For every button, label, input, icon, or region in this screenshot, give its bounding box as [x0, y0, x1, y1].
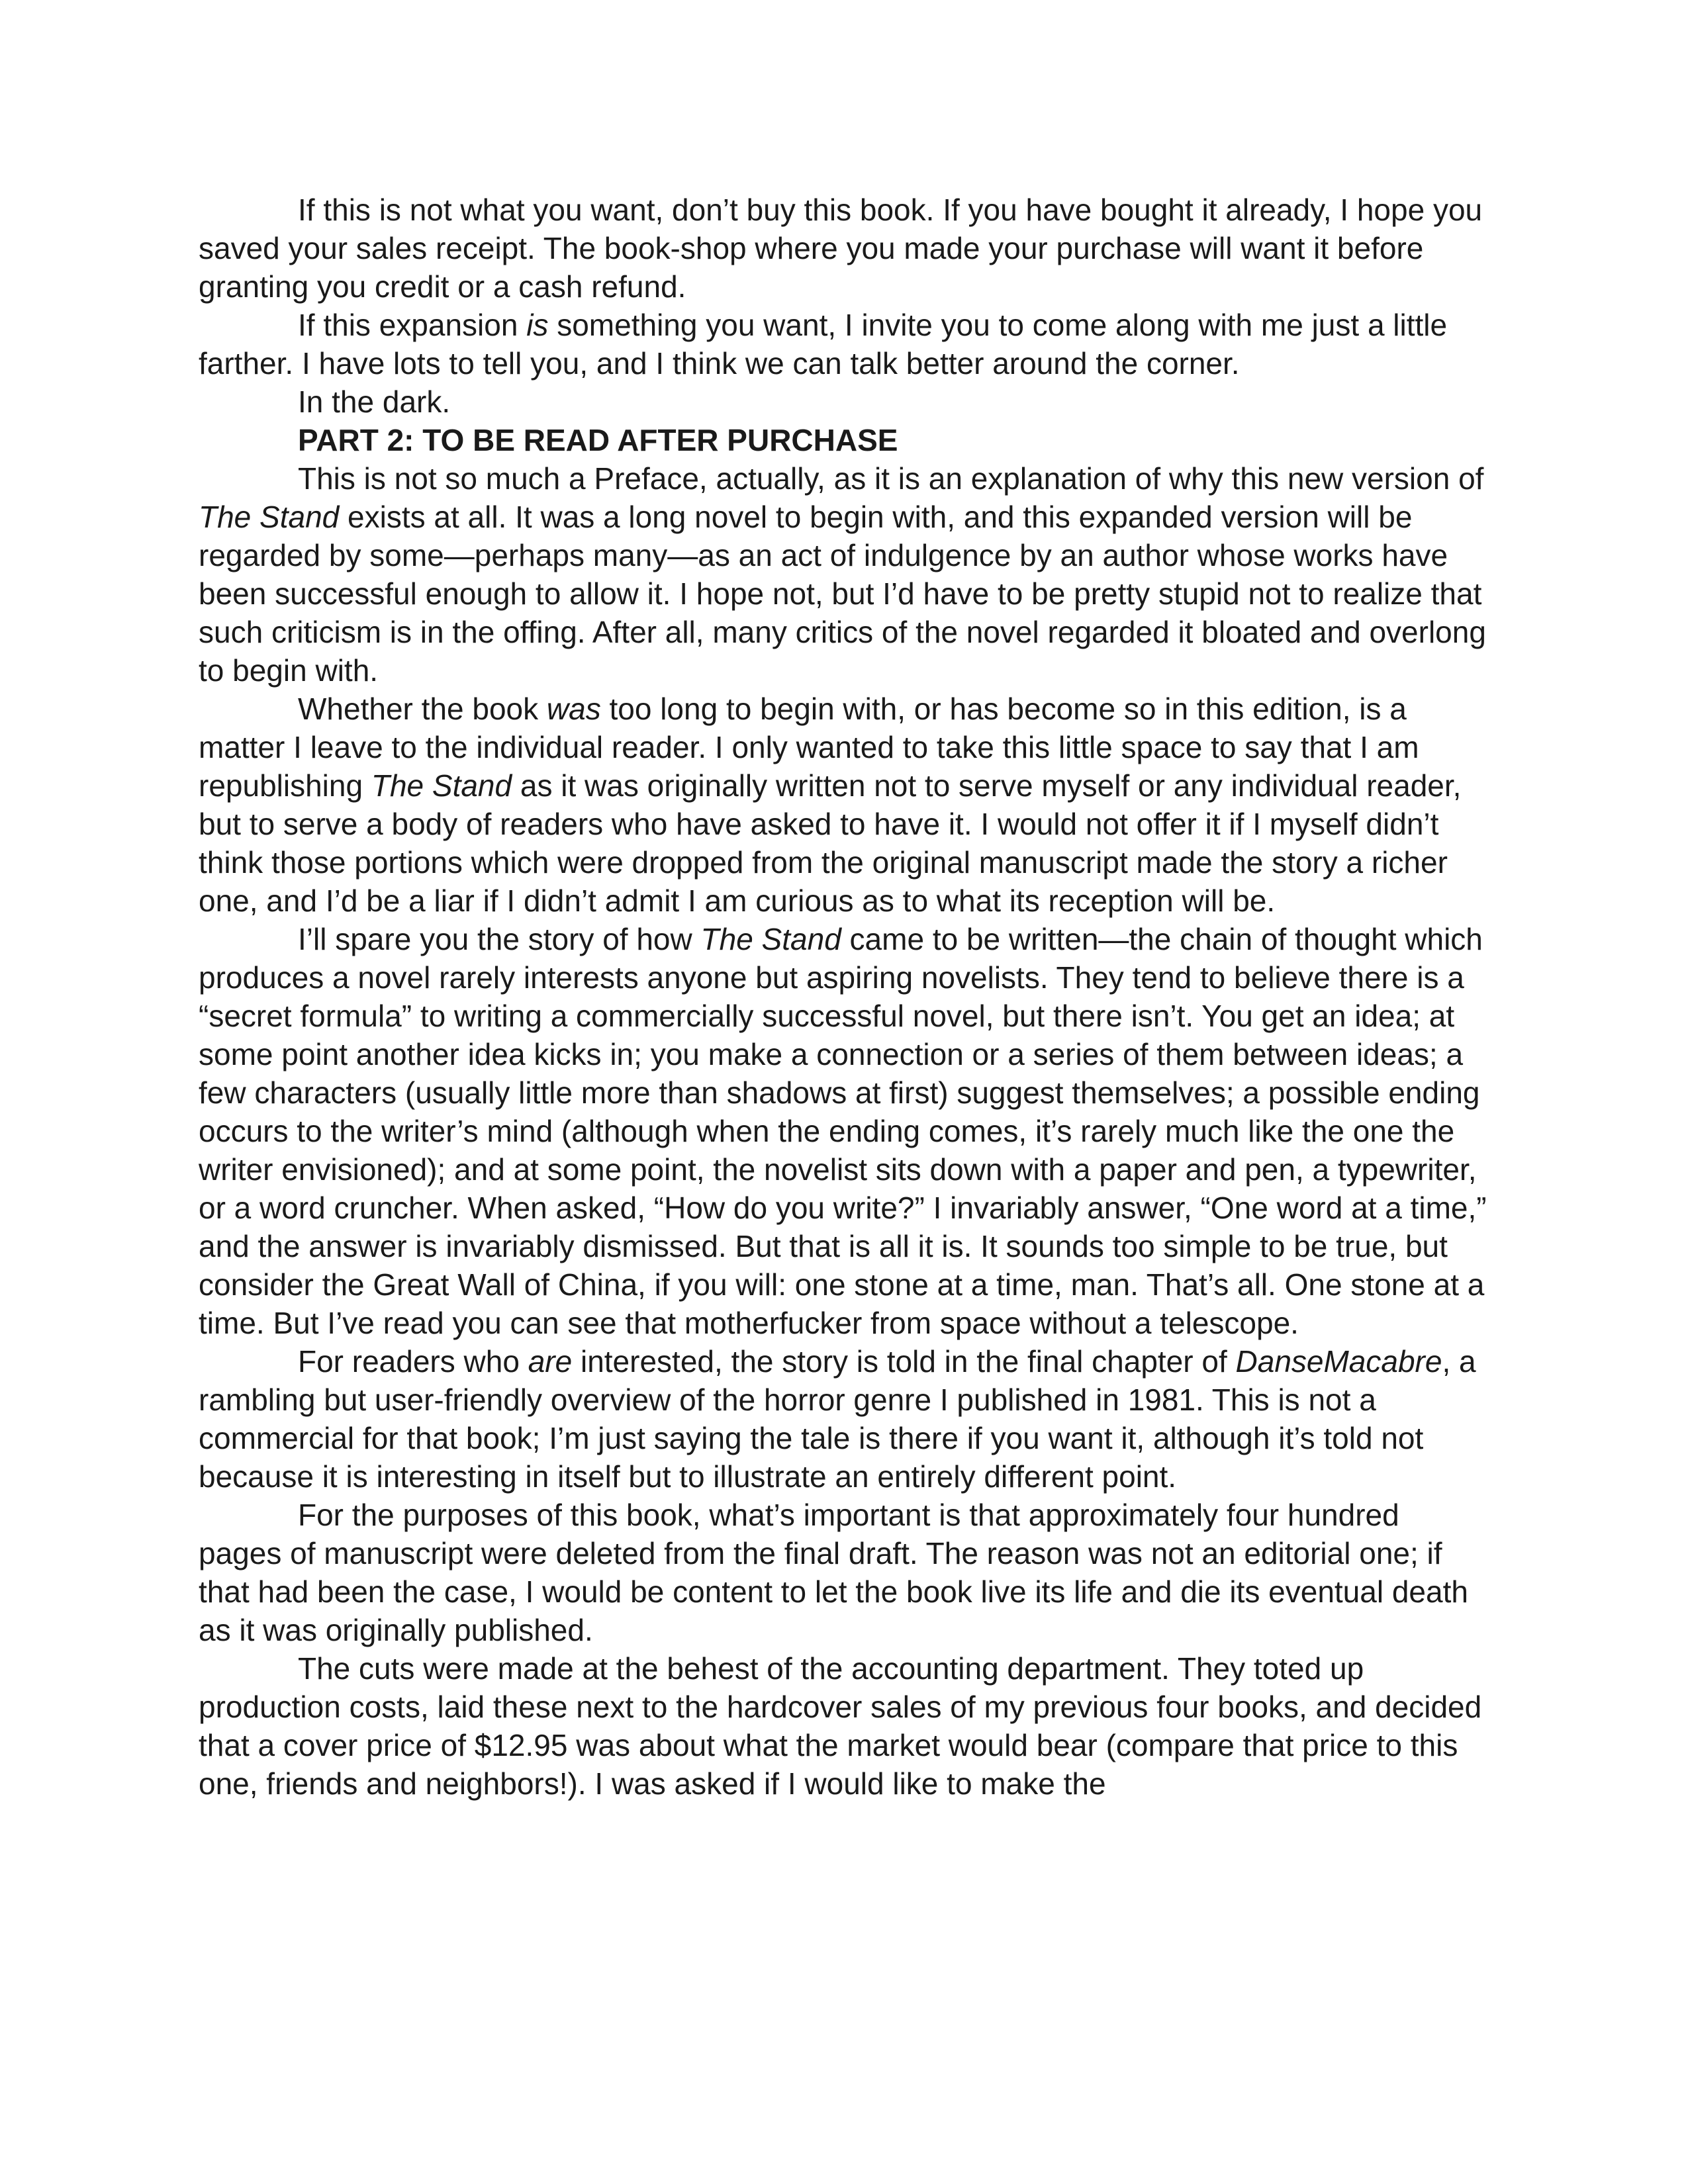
paragraph-3-text: In the dark. — [298, 385, 451, 419]
paragraph-8 — [199, 1496, 1489, 1649]
paragraph-5-text-c: as it was originally written not to serve myself or any individual reader, but to serve a body of readers who have asked to have it. I would not offer it if I myself didn’t think those portions which were dropped from the original manuscript made the story a richer one, and I’d be a liar if I didn’t admit I am curious as to what its reception will be. — [199, 768, 1462, 918]
paragraph-5 — [199, 690, 1489, 920]
paragraph-4-text-b: exists at all. It was a long novel to begin with, and this expanded version will be regarded by some—perhaps many—as an act of indulgence by an author whose works have been successful enough to allow it. I hope not, but I’d have to be pretty stupid not to realize that such criticism is in the offing. After all, many critics of the novel regarded it bloated and overlong to begin with. — [199, 500, 1486, 688]
paragraph-7-title-emphasis: DanseMacabre — [1235, 1344, 1442, 1379]
paragraph-6-title-emphasis: The Stand — [700, 922, 841, 956]
paragraph-9-text: The cuts were made at the behest of the accounting department. They toted up production costs, laid these next to the hardcover sales of my previous four books, and decided that a cover price of $12.95 was about what the market would bear (compare that price to this one, friends and neighbors!). I was asked if I would like to make the — [199, 1651, 1482, 1801]
paragraph-7-text-a: For readers who — [298, 1344, 528, 1379]
paragraph-7 — [199, 1342, 1489, 1496]
paragraph-8-text: For the purposes of this book, what’s important is that approximately four hundred pages of manuscript were deleted from the final draft. The reason was not an editorial one; if that had been the case, I would be content to let the book live its life and die its eventual death as it was originally published. — [199, 1498, 1468, 1647]
paragraph-7-emphasis-1: are — [528, 1344, 573, 1379]
paragraph-9 — [199, 1649, 1489, 1803]
paragraph-6-text-b: came to be written—the chain of thought which produces a novel rarely interests anyone but aspiring novelists. They tend to believe there is a “secret formula” to writing a commercially successful novel, but there isn’t. You get an idea; at some point another idea kicks in; you make a connection or a series of them between ideas; a few characters (usually little more than shadows at first) suggest themselves; a possible ending occurs to the writer’s mind (although when the ending comes, it’s rarely much like the one the writer envisioned); and at some point, the novelist sits down with a paper and pen, a typewriter, or a word cruncher. When asked, “How do you write?” I invariably answer, “One word at a time,” and the answer is invariably dismissed. But that is all it is. It sounds too simple to be true, but consider the Great Wall of China, if you will: one stone at a time, man. That’s all. One stone at a time. But I’ve read you can see that motherfucker from space without a telescope. — [199, 922, 1487, 1340]
paragraph-1-text: If this is not what you want, don’t buy this book. If you have bought it already, I hope you saved your sales receipt. The book-shop where you made your purchase will want it before granting you credit or a cash refund. — [199, 193, 1483, 304]
paragraph-1 — [199, 191, 1489, 306]
paragraph-4 — [199, 459, 1489, 690]
paragraph-5-emphasis-1: was — [546, 692, 601, 726]
paragraph-6 — [199, 920, 1489, 1342]
document-page — [199, 191, 1489, 1803]
paragraph-7-text-b: interested, the story is told in the final chapter of — [572, 1344, 1236, 1379]
paragraph-2 — [199, 306, 1489, 383]
paragraph-2-text-b: something you want, I invite you to come along with me just a little farther. I have lots to tell you, and I think we can talk better around the corner. — [199, 308, 1448, 381]
paragraph-7-text-c: , a rambling but user-friendly overview of the horror genre I published in 1981. This is not a commercial for that book; I’m just saying the tale is there if you want it, although it’s told not because it is interesting in itself but to illustrate an entirely different point. — [199, 1344, 1476, 1494]
paragraph-5-text-a: Whether the book — [298, 692, 547, 726]
section-heading: PART 2: TO BE READ AFTER PURCHASE — [298, 423, 898, 457]
paragraph-5-title-emphasis: The Stand — [371, 768, 512, 803]
paragraph-4-title-emphasis: The Stand — [199, 500, 340, 534]
paragraph-5-text-b: too long to begin with, or has become so in this edition, is a matter I leave to the individual reader. I only wanted to take this little space to say that I am republishing — [199, 692, 1419, 803]
paragraph-3 — [199, 383, 1489, 421]
paragraph-4-text-a: This is not so much a Preface, actually, as it is an explanation of why this new version of — [298, 461, 1484, 496]
paragraph-6-text-a: I’ll spare you the story of how — [298, 922, 701, 956]
paragraph-2-text-a: If this expansion — [298, 308, 527, 342]
paragraph-2-emphasis: is — [526, 308, 549, 342]
